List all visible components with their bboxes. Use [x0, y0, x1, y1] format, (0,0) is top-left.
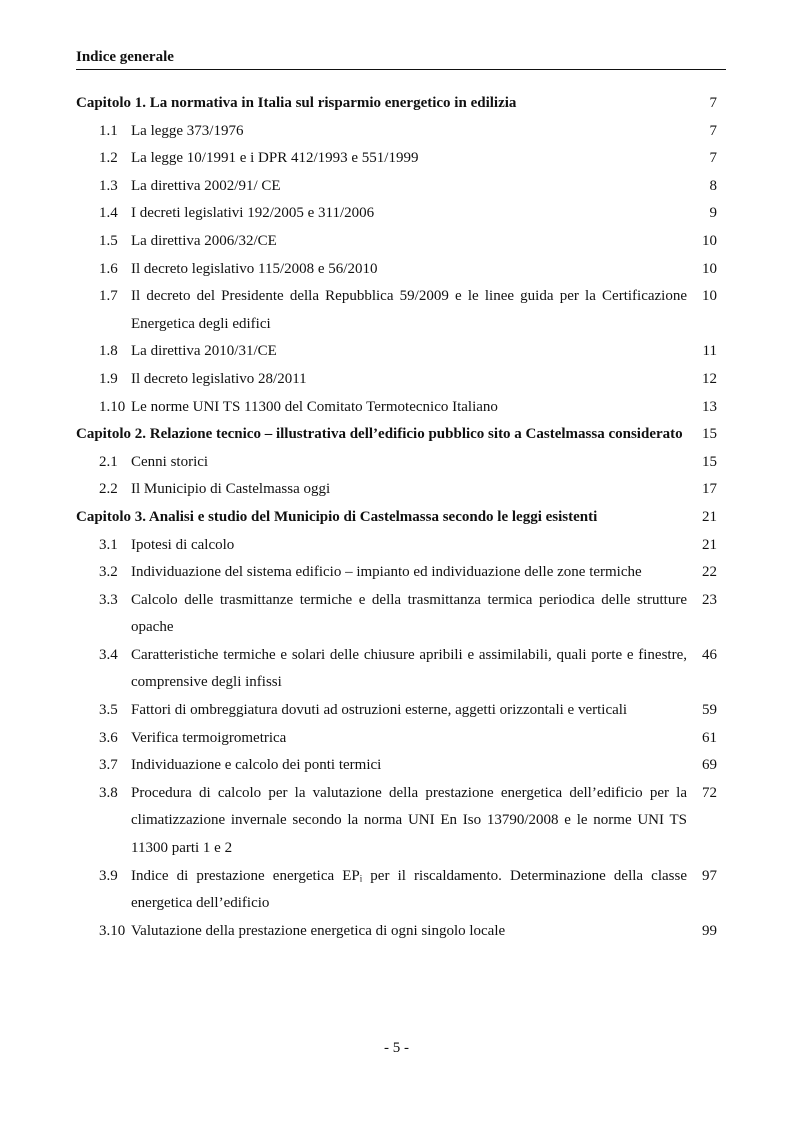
toc-section-number: 1.5 — [99, 232, 118, 249]
toc-page-number: 10 — [702, 288, 717, 305]
toc-section-title: Individuazione del sistema edificio – impianto ed individuazione delle zone termiche — [131, 564, 642, 581]
toc-section-number: 1.4 — [99, 205, 118, 222]
toc-section-entry — [76, 228, 717, 256]
toc-section-title: Procedura di calcolo per la valutazione della prestazione energetica dell’edificio per la climatizzazione invernale secondo la norma UNI En Iso 13790/2008 e le norme UNI TS 11300 parti 1 e 2 — [131, 784, 687, 857]
toc-section-title: La legge 373/1976 — [131, 122, 244, 139]
toc-section-entry — [76, 366, 717, 394]
toc-section-title: I decreti legislativi 192/2005 e 311/2006 — [131, 205, 375, 222]
toc-section-title: La legge 10/1991 e i DPR 412/1993 e 551/1999 — [131, 150, 419, 167]
toc-section-title: Fattori di ombreggiatura dovuti ad ostruzioni esterne, aggetti orizzontali e verticali — [131, 702, 628, 719]
toc-section-entry — [76, 559, 717, 587]
toc-section-number: 1.2 — [99, 150, 118, 167]
toc-section-number: 1.6 — [99, 260, 118, 277]
toc-section-entry — [76, 145, 717, 173]
toc-section-title: Valutazione della prestazione energetica di ogni singolo locale — [131, 922, 506, 939]
toc-section-number: 1.7 — [99, 288, 118, 305]
toc-section-number: 2.1 — [99, 453, 118, 470]
toc-section-number: 3.9 — [99, 867, 118, 884]
toc-section-number: 1.1 — [99, 122, 118, 139]
toc-section-title: Il Municipio di Castelmassa oggi — [131, 481, 331, 498]
toc-section-entry — [76, 752, 717, 780]
toc-page-number: 72 — [702, 784, 717, 801]
toc-section-number: 3.7 — [99, 757, 118, 774]
toc-page-number: 21 — [702, 508, 717, 525]
toc-section-entry — [76, 642, 717, 697]
toc-page-number: 21 — [702, 536, 717, 553]
toc-section-entry — [76, 697, 717, 725]
toc-section-entry — [76, 587, 717, 642]
toc-section-number: 3.6 — [99, 729, 118, 746]
toc-page-number: 23 — [702, 591, 717, 608]
toc-page-number: 99 — [702, 922, 717, 939]
toc-page-number: 11 — [702, 343, 717, 360]
toc-page-number: 10 — [702, 232, 717, 249]
toc-section-entry — [76, 449, 717, 477]
toc-section-number: 1.10 — [99, 398, 126, 415]
toc-section-title: Ipotesi di calcolo — [131, 536, 235, 553]
toc-section-entry — [76, 200, 717, 228]
toc-section-title: Individuazione e calcolo dei ponti termici — [131, 757, 382, 774]
page-number: - 5 - — [384, 1040, 409, 1056]
toc-section-title: Il decreto del Presidente della Repubblica 59/2009 e le linee guida per la Certificazione Energetica degli edifici — [131, 288, 687, 332]
toc-section-number: 1.9 — [99, 370, 118, 387]
toc-section-entry — [76, 863, 717, 918]
toc-section-number: 3.2 — [99, 564, 118, 581]
toc-page-number: 7 — [709, 122, 717, 139]
toc-page-number: 13 — [702, 398, 717, 415]
toc-page-number: 69 — [702, 757, 717, 774]
toc-section-number: 3.8 — [99, 784, 118, 801]
toc-section-title: La direttiva 2010/31/CE — [131, 343, 277, 360]
toc-page-number: 61 — [702, 729, 717, 746]
toc-section-number: 1.8 — [99, 343, 118, 360]
toc-section-title: Le norme UNI TS 11300 del Comitato Termotecnico Italiano — [131, 398, 498, 415]
toc-page-number: 9 — [709, 205, 717, 222]
toc-section-number: 3.3 — [99, 591, 118, 608]
toc-page-number: 7 — [709, 150, 717, 167]
toc-section-entry — [76, 532, 717, 560]
toc-section-number: 3.10 — [99, 922, 126, 939]
toc-page-number: 15 — [702, 453, 717, 470]
toc-chapter-title: Capitolo 1. La normativa in Italia sul risparmio energetico in edilizia — [76, 95, 517, 111]
toc-section-title: Il decreto legislativo 115/2008 e 56/2010 — [131, 260, 378, 277]
toc-section-title: Il decreto legislativo 28/2011 — [131, 370, 307, 387]
running-header: Indice generale — [76, 47, 726, 70]
toc-section-entry — [76, 256, 717, 284]
toc-section-entry — [76, 780, 717, 863]
toc-chapter-title: Capitolo 2. Relazione tecnico – illustrativa dell’edificio pubblico sito a Castelmassa considerato — [76, 426, 683, 443]
toc-section-entry — [76, 394, 717, 422]
toc-section-title: Indice di prestazione energetica EPᵢ per il riscaldamento. Determinazione della classe energetica dell’edificio — [131, 867, 687, 912]
table-of-contents — [76, 90, 717, 945]
toc-page-number: 22 — [702, 564, 717, 581]
toc-page-number: 10 — [702, 260, 717, 277]
toc-section-number: 3.4 — [99, 646, 118, 663]
toc-section-title: La direttiva 2006/32/CE — [131, 232, 277, 249]
toc-section-entry — [76, 118, 717, 146]
toc-page-number: 97 — [702, 867, 717, 884]
toc-page-number: 46 — [702, 646, 717, 663]
toc-chapter-entry — [76, 421, 717, 449]
toc-page-number: 12 — [702, 370, 717, 387]
toc-section-entry — [76, 918, 717, 946]
toc-page-number: 8 — [709, 177, 717, 194]
toc-page-number: 17 — [702, 481, 717, 498]
toc-section-number: 3.1 — [99, 536, 118, 553]
toc-section-entry — [76, 173, 717, 201]
toc-section-number: 1.3 — [99, 177, 118, 194]
toc-section-entry — [76, 725, 717, 753]
toc-section-entry — [76, 338, 717, 366]
toc-section-number: 2.2 — [99, 481, 118, 498]
toc-section-title: Cenni storici — [131, 453, 209, 470]
toc-page-number: 15 — [702, 426, 717, 443]
toc-chapter-entry — [76, 504, 717, 532]
toc-section-entry — [76, 283, 717, 338]
toc-chapter-entry — [76, 90, 717, 118]
toc-section-title: La direttiva 2002/91/ CE — [131, 177, 281, 194]
toc-section-number: 3.5 — [99, 702, 118, 719]
toc-section-entry — [76, 476, 717, 504]
toc-page-number: 7 — [709, 95, 717, 111]
toc-section-title: Caratteristiche termiche e solari delle chiusure apribili e assimilabili, quali porte e finestre, comprensive degli infissi — [131, 646, 687, 691]
toc-page-number: 59 — [702, 702, 717, 719]
toc-section-title: Verifica termoigrometrica — [131, 729, 287, 746]
toc-section-title: Calcolo delle trasmittanze termiche e della trasmittanza termica periodica delle strutture opache — [131, 591, 687, 636]
toc-chapter-title: Capitolo 3. Analisi e studio del Municipio di Castelmassa secondo le leggi esistenti — [76, 508, 598, 525]
